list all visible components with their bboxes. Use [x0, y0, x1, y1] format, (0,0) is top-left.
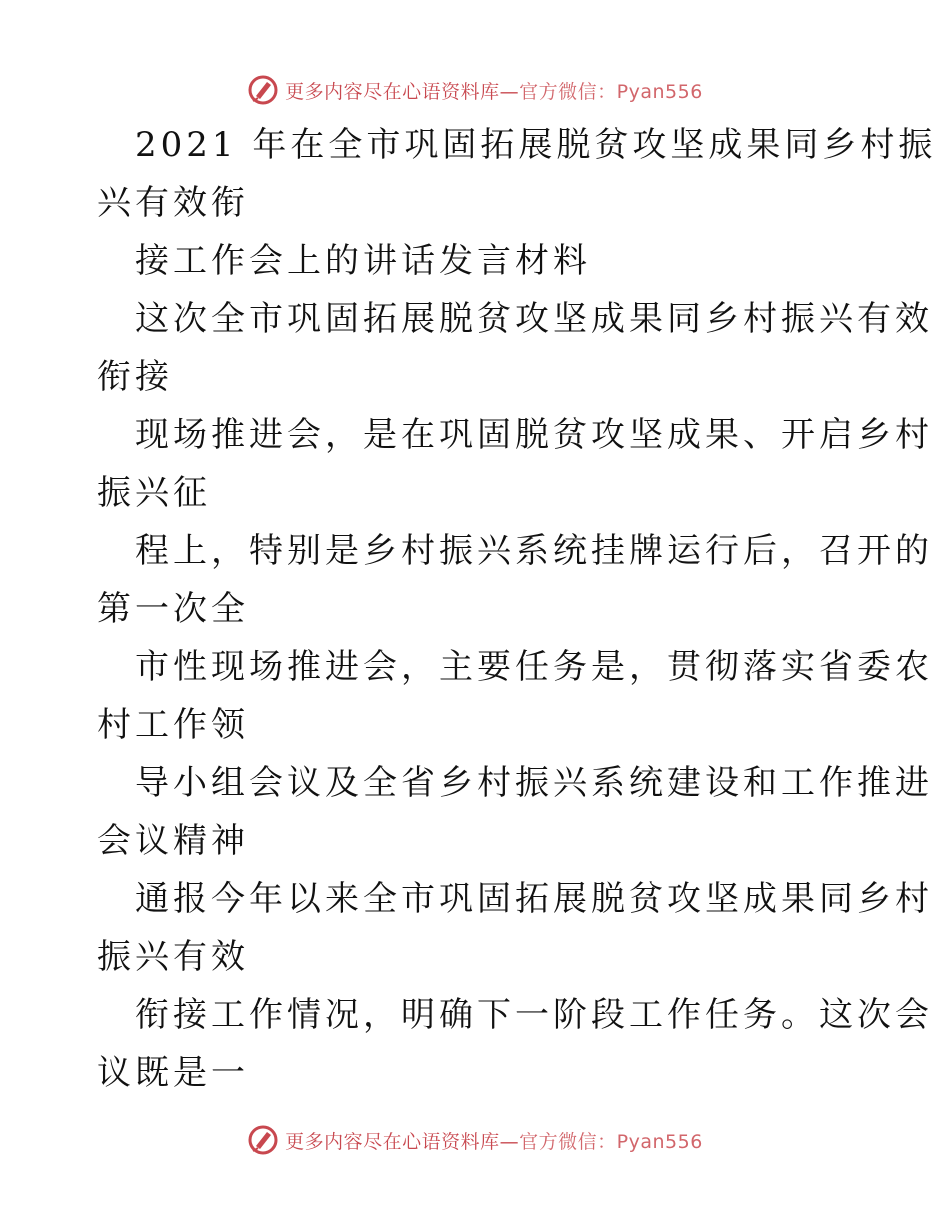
paragraph-line: 导小组会议及全省乡村振兴系统建设和工作推进: [135, 763, 933, 803]
paragraph-line: 振兴征: [97, 473, 211, 513]
paragraph-line: 村工作领: [97, 705, 249, 745]
brand-logo-icon: [247, 1124, 279, 1156]
watermark-dash: —: [499, 80, 520, 103]
paragraph-line: 兴有效衔: [97, 183, 249, 223]
watermark-dash: —: [499, 1130, 520, 1153]
header-watermark: [0, 70, 950, 110]
paragraph-line: 接工作会上的讲话发言材料: [135, 241, 591, 281]
footer-watermark: [0, 1120, 950, 1160]
paragraph-line: 振兴有效: [97, 937, 249, 977]
paragraph-line: 市性现场推进会，主要任务是，贯彻落实省委农: [135, 647, 933, 687]
paragraph-line: 现场推进会，是在巩固脱贫攻坚成果、开启乡村: [135, 415, 933, 455]
paragraph-line: 衔接工作情况，明确下一阶段工作任务。这次会: [135, 995, 933, 1035]
paragraph-line: 通报今年以来全市巩固拓展脱贫攻坚成果同乡村: [135, 879, 933, 919]
brand-logo-icon: [247, 74, 279, 106]
paragraph-line: 2021 年在全市巩固拓展脱贫攻坚成果同乡村振: [135, 125, 937, 165]
paragraph-line: 这次全市巩固拓展脱贫攻坚成果同乡村振兴有效: [135, 299, 933, 339]
paragraph-line: 衔接: [97, 357, 173, 397]
watermark-text: 更多内容尽在心语资料库: [285, 1130, 500, 1153]
watermark-text: 更多内容尽在心语资料库: [285, 80, 500, 103]
watermark-wechat: 官方微信：Pyan556: [519, 1130, 703, 1153]
watermark-wechat: 官方微信：Pyan556: [519, 80, 703, 103]
paragraph-line: 第一次全: [97, 589, 249, 629]
document-body: [97, 116, 937, 1102]
paragraph-line: 议既是一: [97, 1053, 249, 1093]
paragraph-line: 会议精神: [97, 821, 249, 861]
paragraph-line: 程上，特别是乡村振兴系统挂牌运行后，召开的: [135, 531, 933, 571]
